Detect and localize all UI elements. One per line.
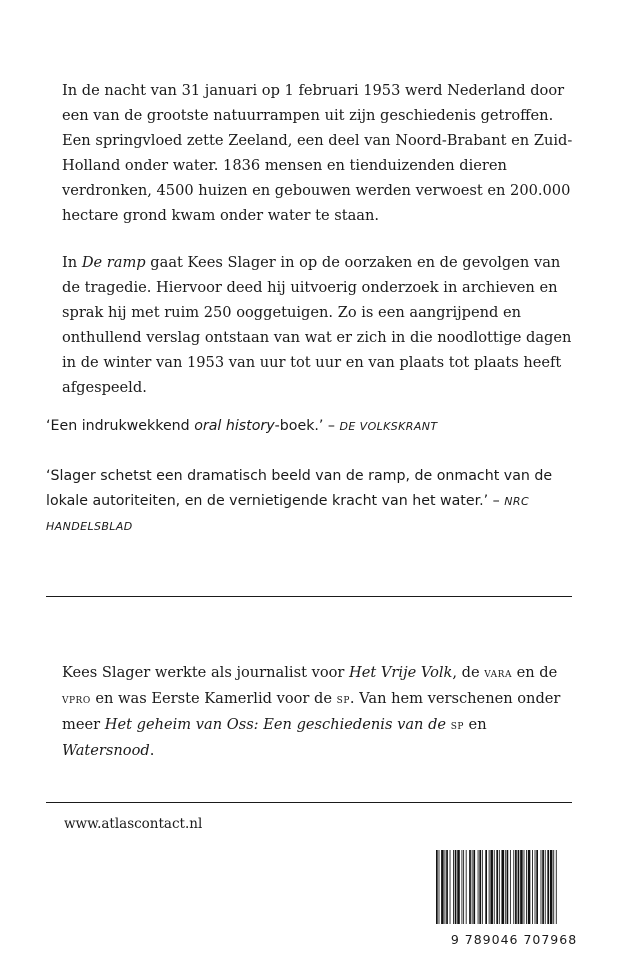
barcode-bar: [445, 850, 446, 924]
bio-text: . Van hem verschenen onder meer: [62, 690, 561, 733]
isbn-number: 9 789046 707968: [450, 932, 578, 947]
barcode-bar: [463, 850, 464, 924]
barcode-bar: [472, 850, 473, 924]
bio-italic: Watersnood: [62, 742, 150, 759]
barcode-bar: [441, 850, 444, 924]
bio-text: en was Eerste Kamerlid voor de: [90, 690, 337, 707]
review-quote-1: [46, 414, 586, 439]
bio-italic: Het Vrije Volk: [349, 664, 453, 681]
barcode-bar: [485, 850, 487, 924]
barcode-bar: [479, 850, 481, 924]
barcode-bar: [520, 850, 523, 924]
isbn-barcode: [426, 846, 598, 958]
blurb-paragraph-1: In de nacht van 31 januari op 1 februari 1953 werd Nederland door een van de grootste natuurrampen uit zijn geschiedenis getroffen. Een springvloed zette Zeeland, een deel van Noord-Brabant en Zuid-Holland onder water. 1836 mensen en tienduizenden dieren verdronken, 4500 huizen en gebouwen werden verwoest en 200.000 hectare grond kwam onder water te staan.: [62, 82, 573, 224]
barcode-bar: [436, 850, 438, 924]
quote-1-source: DE VOLKSKRANT: [339, 420, 438, 433]
barcode-bar: [466, 850, 467, 924]
blurb-p2-pre: In: [62, 254, 82, 271]
author-bio: [62, 660, 582, 763]
divider-bottom: [46, 802, 572, 803]
barcode-bar: [455, 850, 457, 924]
barcode-bar: [453, 850, 454, 924]
bio-text: .: [149, 742, 155, 759]
barcode-bar: [547, 850, 549, 924]
barcode-bar: [545, 850, 546, 924]
barcode-bar: [535, 850, 536, 924]
quote-1-pre: ‘Een indrukwekkend: [46, 418, 195, 434]
barcode-bar: [528, 850, 531, 924]
barcode-bar: [507, 850, 509, 924]
barcode-bar: [446, 850, 448, 924]
barcode-bar: [496, 850, 498, 924]
barcode-bar: [469, 850, 471, 924]
bio-smallcaps: vpro: [62, 692, 91, 707]
bio-text: en de: [511, 664, 558, 681]
book-title: De ramp: [81, 254, 146, 271]
barcode-bar: [532, 850, 533, 924]
bio-italic: Het geheim van Oss: Een geschiedenis van de: [104, 716, 451, 733]
quote-1-post: -boek.’ –: [274, 418, 340, 434]
barcode-bar: [536, 850, 538, 924]
bio-smallcaps: sp: [336, 692, 350, 707]
blurb-paragraph-2: [62, 250, 582, 400]
barcode-bar: [499, 850, 500, 924]
barcode-bar: [490, 850, 493, 924]
barcode-bar: [478, 850, 479, 924]
divider-top: [46, 596, 572, 597]
bio-smallcaps: vara: [484, 666, 512, 681]
barcode-bars: [436, 850, 592, 924]
barcode-bar: [473, 850, 475, 924]
publisher-website[interactable]: www.atlascontact.nl: [64, 816, 203, 832]
quote-1-italic: oral history: [194, 418, 275, 434]
barcode-bar: [450, 850, 451, 924]
barcode-bar: [556, 850, 557, 924]
barcode-bar: [462, 850, 463, 924]
quote-2-source: NRC HANDELSBLAD: [46, 495, 530, 533]
barcode-bar: [515, 850, 517, 924]
barcode-bar: [542, 850, 544, 924]
barcode-bar: [550, 850, 553, 924]
barcode-bar: [505, 850, 506, 924]
bio-smallcaps: sp: [450, 718, 464, 733]
review-quote-2: [46, 464, 586, 539]
quote-2-text: ‘Slager schetst een dramatisch beeld van de ramp, de onmacht van de lokale autoriteiten, en de vernietigende kracht van het water.’ –: [46, 468, 553, 509]
barcode-bar: [489, 850, 490, 924]
barcode-bar: [510, 850, 511, 924]
barcode-bar: [553, 850, 554, 924]
barcode-bar: [457, 850, 460, 924]
bio-text: Kees Slager werkte als journalist voor: [62, 664, 350, 681]
blurb-p2-post: gaat Kees Slager in op de oorzaken en de gevolgen van de tragedie. Hiervoor deed hij uitvoerig onderzoek in archieven en sprak hij met ruim 250 ooggetuigen. Zo is een aangrijpend en onthullend verslag ontstaan van wat er zich in die noodlottige dagen in de winter van 1953 van uur tot uur en van plaats tot plaats heeft afgespeeld.: [62, 254, 572, 396]
barcode-bar: [513, 850, 514, 924]
barcode-bar: [524, 850, 525, 924]
barcode-bar: [439, 850, 440, 924]
barcode-bar: [482, 850, 483, 924]
barcode-bar: [494, 850, 495, 924]
barcode-bar: [526, 850, 527, 924]
barcode-bar: [541, 850, 542, 924]
barcode-bar: [518, 850, 520, 924]
bio-text: en: [463, 716, 487, 733]
barcode-bar: [501, 850, 504, 924]
bio-text: , de: [452, 664, 485, 681]
